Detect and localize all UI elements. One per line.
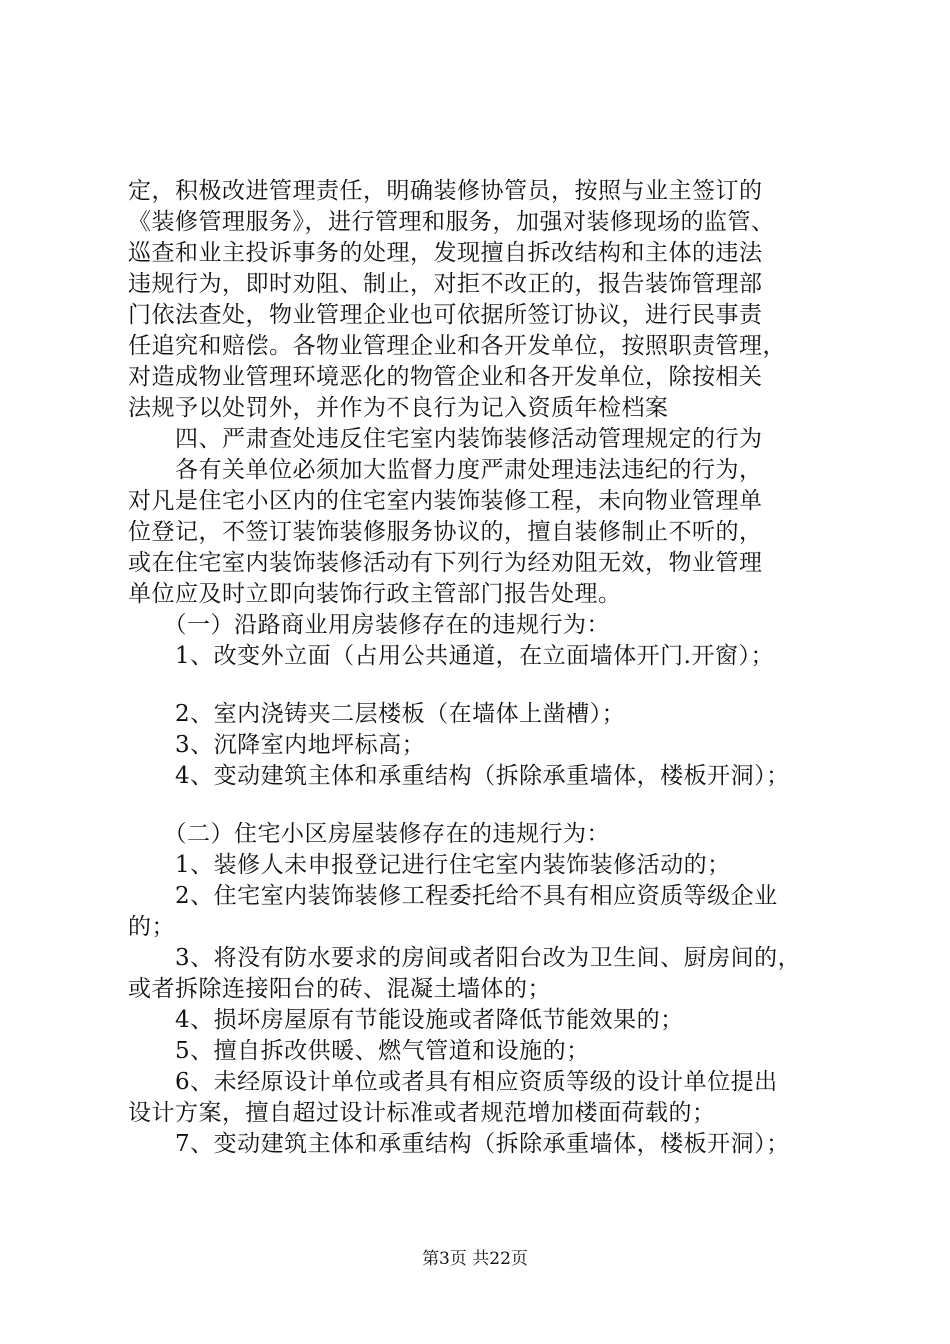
text-line: 单位应及时立即向装饰行政主管部门报告处理。: [128, 581, 622, 607]
text-line: 7、变动建筑主体和承重结构（拆除承重墙体，楼板开洞）；: [128, 1131, 790, 1157]
text-line: （一）沿路商业用房装修存在的违规行为：: [128, 612, 610, 638]
text-line: 法规予以处罚外，并作为不良行为记入资质年检档案: [128, 395, 669, 421]
text-line: 4、损坏房屋原有节能设施或者降低节能效果的；: [128, 1007, 684, 1033]
text-line: 巡查和业主投诉事务的处理，发现擅自拆改结构和主体的违法: [128, 240, 763, 266]
text-line: 对凡是住宅小区内的住宅室内装饰装修工程，未向物业管理单: [128, 488, 763, 514]
text-line: 2、住宅室内装饰装修工程委托给不具有相应资质等级企业: [128, 883, 778, 909]
text-line: 位登记，不签订装饰装修服务协议的，擅自装修制止不听的，: [128, 519, 763, 545]
text-line: 1、改变外立面（占用公共通道，在立面墙体开门.开窗）；: [128, 643, 774, 669]
text-line: 的；: [128, 914, 175, 940]
text-line: 或者拆除连接阳台的砖、混凝土墙体的；: [128, 976, 551, 1002]
text-line: 四、严肃查处违反住宅室内装饰装修活动管理规定的行为: [128, 426, 763, 452]
text-line: 门依法查处，物业管理企业也可依据所签订协议，进行民事责: [128, 302, 763, 328]
text-line: 定，积极改进管理责任，明确装修协管员，按照与业主签订的: [128, 178, 763, 204]
blank-line: [128, 792, 840, 819]
text-line: 设计方案，擅自超过设计标准或者规范增加楼面荷载的；: [128, 1100, 716, 1126]
text-line: 4、变动建筑主体和承重结构（拆除承重墙体，楼板开洞）；: [128, 763, 790, 789]
text-line: 2、室内浇铸夹二层楼板（在墙体上凿槽）；: [128, 701, 626, 727]
text-line: 5、擅自拆改供暖、燃气管道和设施的；: [128, 1038, 590, 1064]
text-line: 3、将没有防水要求的房间或者阳台改为卫生间、厨房间的，: [128, 945, 802, 971]
text-line: 各有关单位必须加大监督力度严肃处理违法违纪的行为，: [128, 457, 763, 483]
blank-line: [128, 672, 840, 699]
text-line: 对造成物业管理环境恶化的物管企业和各开发单位，除按相关: [128, 364, 763, 390]
text-line: 《装修管理服务》，进行管理和服务，加强对装修现场的监管、: [128, 209, 775, 235]
page-footer: 第3页 共22页: [422, 1249, 528, 1269]
text-line: 6、未经原设计单位或者具有相应资质等级的设计单位提出: [128, 1069, 778, 1095]
text-line: 违规行为，即时劝阻、制止，对拒不改正的，报告装饰管理部: [128, 271, 763, 297]
text-line: （二）住宅小区房屋装修存在的违规行为：: [128, 821, 610, 847]
text-line: 任追究和赔偿。各物业管理企业和各开发单位，按照职责管理，: [128, 333, 786, 359]
text-line: 1、装修人未申报登记进行住宅室内装饰装修活动的；: [128, 852, 731, 878]
text-line: 3、沉降室内地坪标高；: [128, 732, 426, 758]
text-line: 或在住宅室内装饰装修活动有下列行为经劝阻无效，物业管理: [128, 550, 763, 576]
document-body: [128, 176, 840, 1160]
